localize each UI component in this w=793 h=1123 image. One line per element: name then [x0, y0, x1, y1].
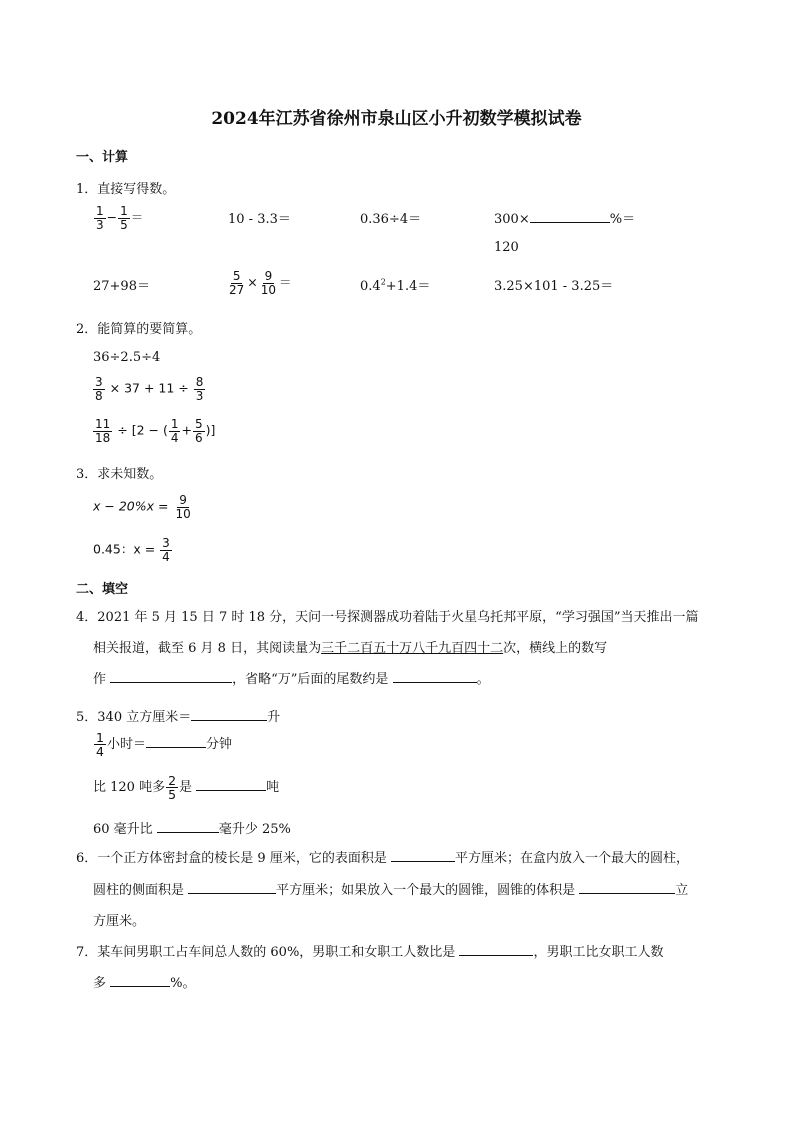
question-1-prompt: [76, 178, 175, 197]
answer-blank[interactable]: [110, 669, 232, 683]
question-5-line-2: $\frac{1}{4}$ 小时＝ 分钟: [96, 730, 232, 760]
fraction: $\frac{3}{4}$: [162, 536, 170, 564]
question-number: 6．: [76, 851, 98, 866]
question-2-prompt: [76, 318, 201, 337]
fraction: $\frac{9}{10}$: [260, 269, 277, 297]
fraction: $\frac{2}{5}$: [168, 773, 177, 803]
q2-expression-1: 36÷2.5÷4: [93, 350, 161, 365]
fraction: $\frac{1}{4}$: [170, 417, 179, 445]
q2-expression-2: $\frac{3}{8}$ × 37 + 11 ÷ $\frac{8}{3}$: [95, 375, 204, 403]
q1-item-c: 0.36÷4＝: [360, 212, 422, 227]
question-6-line-1: 6．一个正方体密封盒的棱长是 9 厘米，它的表面积是 平方厘米；在盒内放入一个最大的圆柱，: [76, 843, 689, 874]
question-number: 3．: [76, 467, 98, 482]
q3-equation-1: x − 20%x = $\frac{9}{10}$: [93, 493, 191, 521]
question-number: 4．: [76, 610, 98, 625]
question-text: 直接写得数。: [97, 182, 176, 197]
answer-blank[interactable]: [459, 942, 533, 956]
answer-blank[interactable]: [391, 848, 455, 862]
answer-blank[interactable]: [188, 880, 276, 894]
question-5-line-3: 比 120 吨多 $\frac{2}{5}$ 是 吨: [93, 773, 280, 803]
fraction: $\frac{1}{3}$: [96, 204, 104, 232]
question-6-line-2: 圆柱的侧面积是 平方厘米；如果放入一个最大的圆锥，圆锥的体积是 立: [93, 875, 688, 906]
question-4-line-2: 相关报道，截至 6 月 8 日，其阅读量为三千二百五十万八千九百四十二次，横线上的数写: [93, 641, 608, 656]
fraction: $\frac{3}{8}$: [95, 375, 103, 403]
fraction: $\frac{11}{18}$: [95, 417, 111, 445]
q1-item-e: 27+98＝: [93, 279, 150, 294]
answer-blank[interactable]: [191, 707, 267, 721]
q1-item-b: 10 - 3.3＝: [228, 212, 291, 227]
answer-blank[interactable]: [146, 734, 206, 748]
fraction: $\frac{5}{6}$: [194, 417, 203, 445]
fraction: $\frac{5}{27}$: [229, 269, 245, 297]
q1-item-h: 3.25×101 - 3.25＝: [494, 279, 614, 294]
question-text: 能简算的要简算。: [97, 322, 202, 337]
page-title: 2024年江苏省徐州市泉山区小升初数学模拟试卷: [211, 109, 582, 129]
question-4-line-1: 4．2021 年 5 月 15 日 7 时 18 分，天问一号探测器成功着陆于火星乌托邦平原，“学习强国”当天推出一篇: [76, 610, 699, 625]
question-7-line-2: 多 %。: [93, 968, 196, 999]
answer-blank[interactable]: [196, 777, 266, 791]
q1-item-g: $0.4^2+1.4=$: [360, 277, 431, 294]
question-4-line-3: 作 ，省略“万”后面的尾数约是 。: [93, 664, 490, 695]
fraction: $\frac{1}{4}$: [96, 730, 104, 760]
answer-blank[interactable]: [157, 819, 219, 833]
question-3-prompt: [76, 463, 162, 482]
q2-expression-3: $\frac{11}{18}$ ÷ [2 − ( $\frac{1}{4}$ + $\frac{5}{6}$ )]: [95, 417, 216, 445]
q3-equation-2: 0.45：x = $\frac{3}{4}$: [93, 536, 170, 564]
underlined-number-words: 三千二百五十万八千九百四十二: [321, 641, 504, 656]
q1-item-a: $\frac{1}{3}$ − $\frac{1}{5}$ ＝: [96, 204, 144, 232]
question-5-line-4: 60 毫升比 毫升少 25%: [93, 818, 291, 837]
question-number: 1．: [76, 182, 98, 197]
fraction: $\frac{9}{10}$: [175, 493, 191, 521]
section-heading-calculation: 一、计算: [76, 150, 129, 165]
fraction: $\frac{1}{5}$: [120, 204, 128, 232]
q1-item-d: 300× %＝: [494, 208, 635, 227]
question-number: 2．: [76, 322, 98, 337]
q1-item-d-continued: 120: [494, 240, 519, 255]
fraction: $\frac{8}{3}$: [195, 375, 204, 403]
answer-blank[interactable]: [579, 880, 675, 894]
question-7-line-1: 7．某车间男职工占车间总人数的 60%，男职工和女职工人数比是 ，男职工比女职工人数: [76, 937, 663, 968]
question-5-line-1: 5．340 立方厘米＝ 升: [76, 706, 280, 725]
answer-blank[interactable]: [530, 209, 610, 223]
q1-item-f: $\frac{5}{27}$ × $\frac{9}{10}$ ＝: [229, 269, 292, 297]
question-number: 5．: [76, 710, 98, 725]
question-number: 7．: [76, 945, 98, 960]
answer-blank[interactable]: [393, 669, 477, 683]
section-heading-fill-in: 二、填空: [76, 582, 129, 597]
answer-blank[interactable]: [110, 973, 170, 987]
question-text: 求未知数。: [97, 467, 163, 482]
question-6-line-3: 方厘米。: [93, 914, 146, 929]
